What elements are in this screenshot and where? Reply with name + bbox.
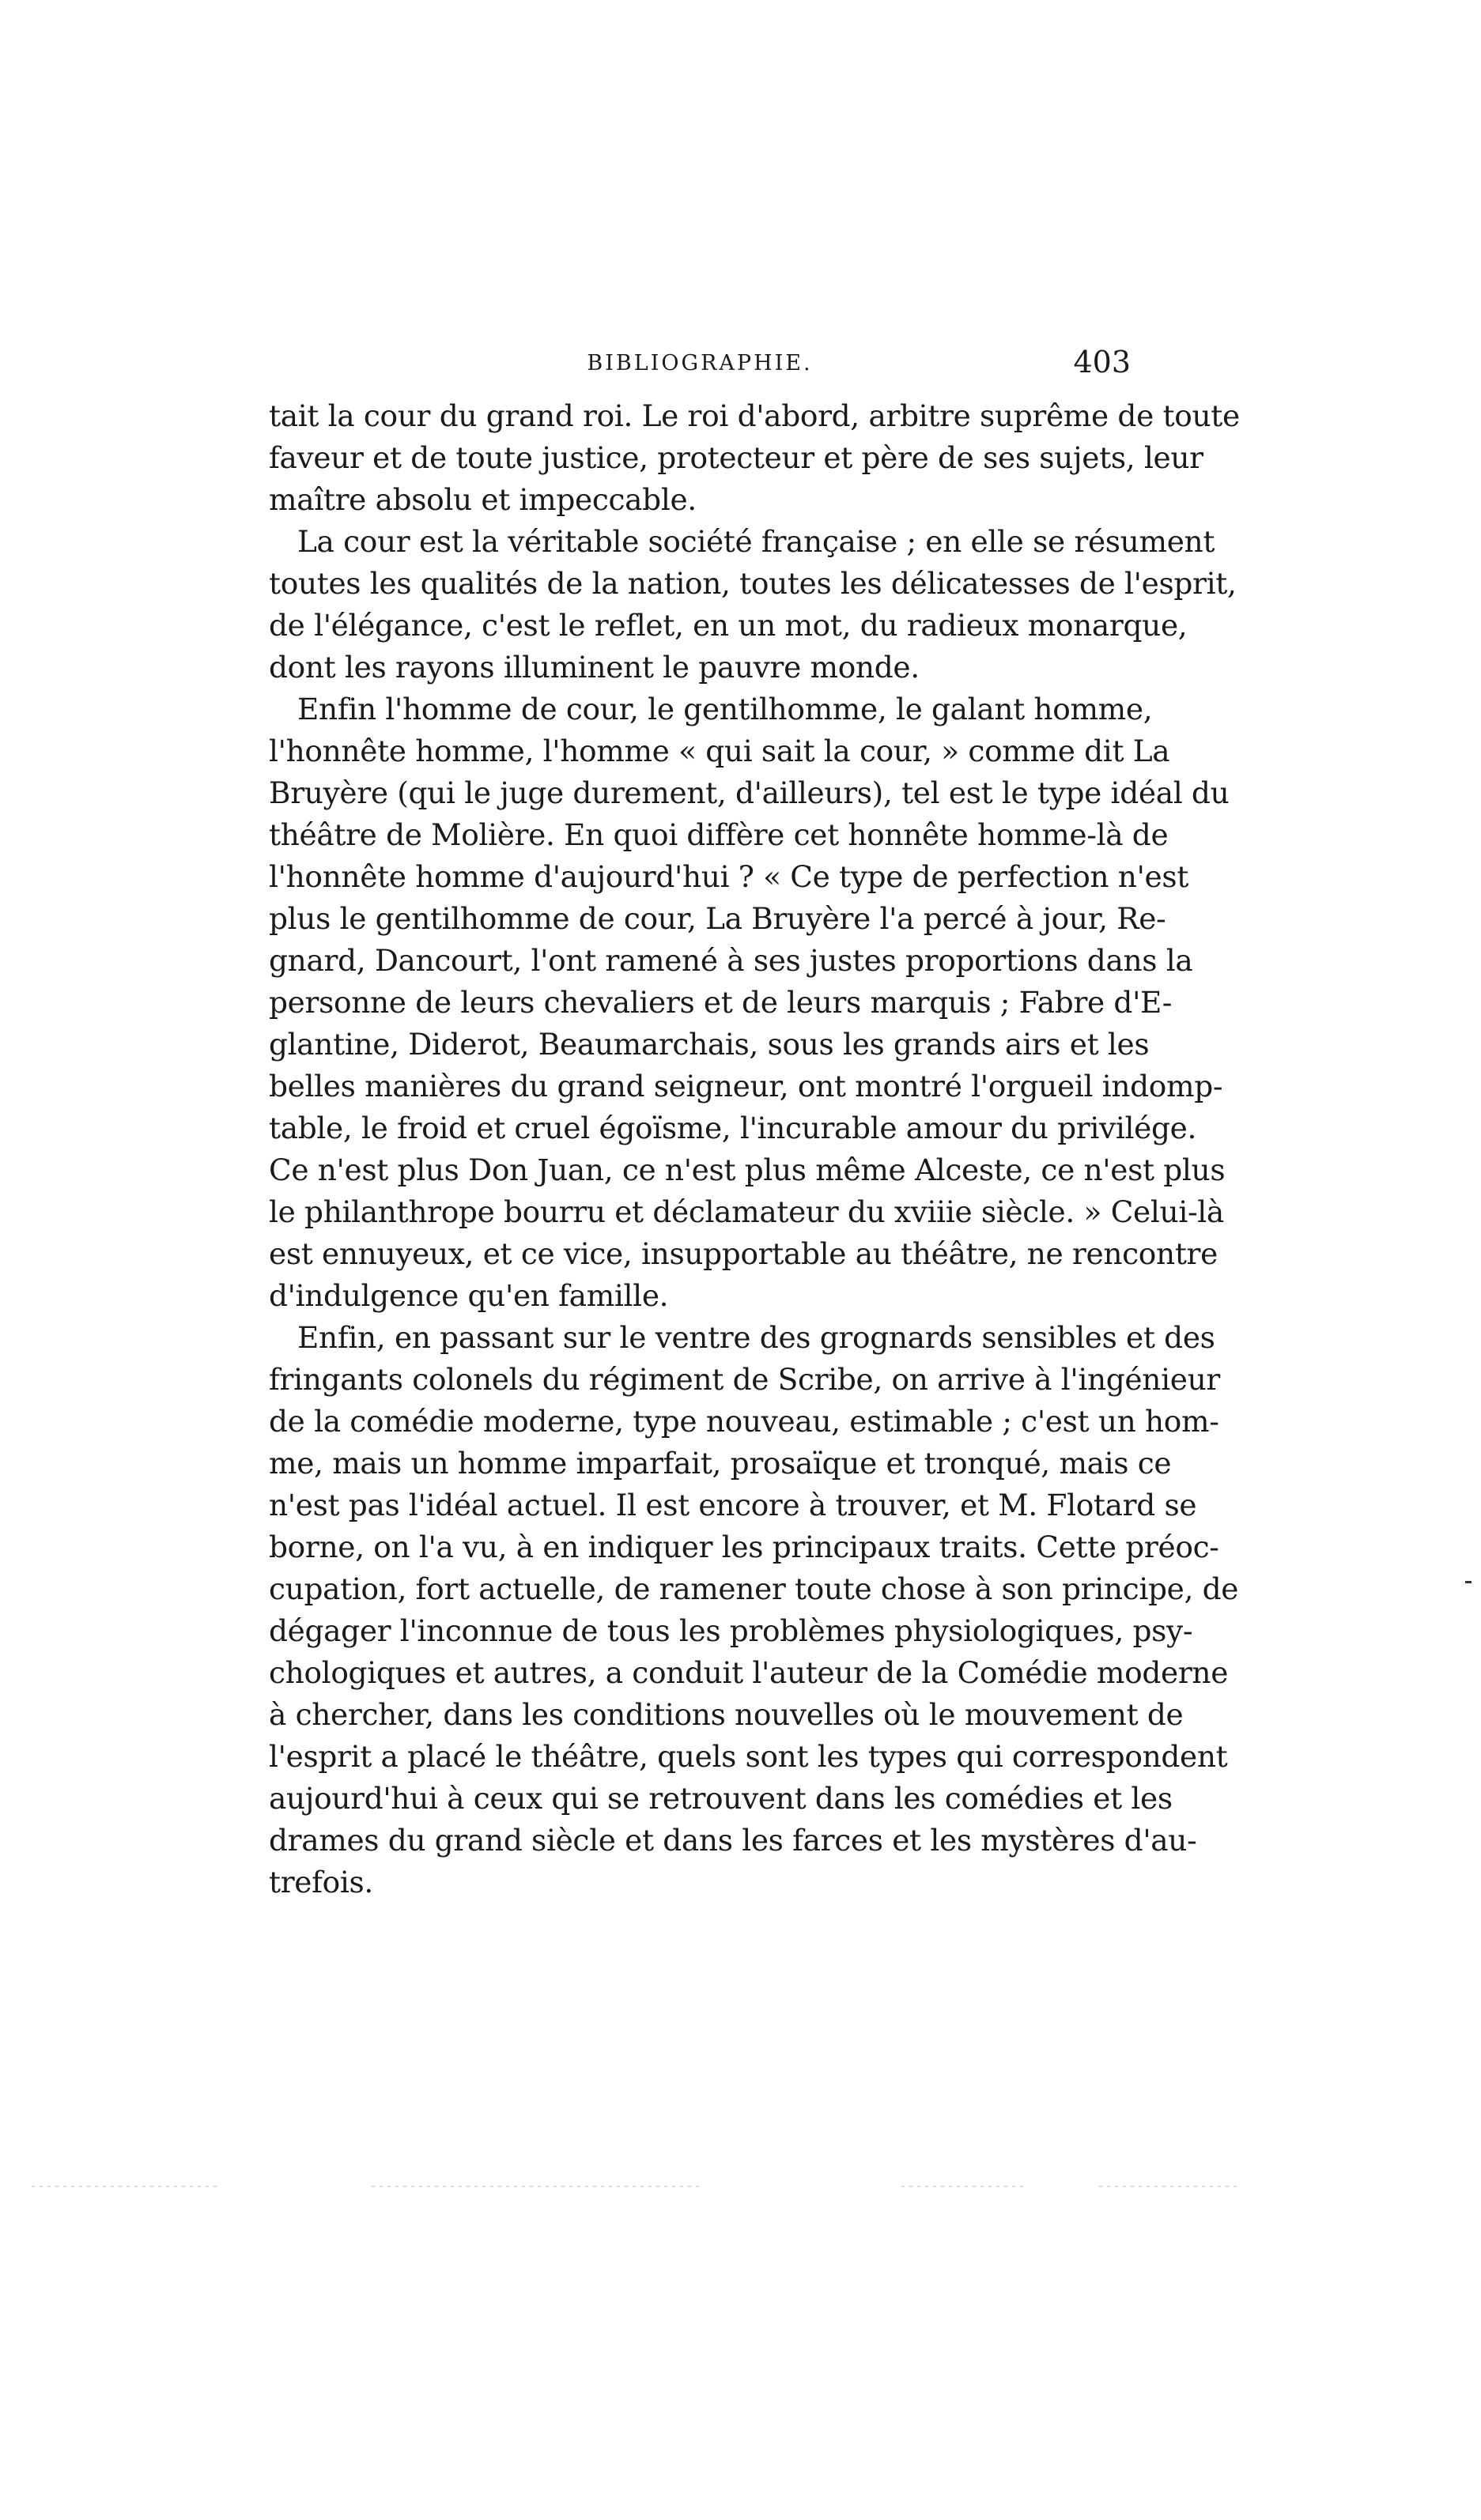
page-number: 403 <box>1073 345 1131 379</box>
text-line: trefois. <box>269 1865 374 1899</box>
text-line: plus le gentilhomme de cour, La Bruyère l'a percé à jour, Re- <box>269 901 1166 936</box>
text-line: aujourd'hui à ceux qui se retrouvent dans les comédies et les <box>269 1781 1173 1816</box>
text-line: faveur et de toute justice, protecteur et père de ses sujets, leur <box>269 440 1203 475</box>
text-line: Bruyère (qui le juge durement, d'ailleurs), tel est le type idéal du <box>269 775 1230 810</box>
paragraph-3 <box>269 688 1230 1317</box>
running-title: BIBLIOGRAPHIE. <box>587 351 813 375</box>
text-line: Ce n'est plus Don Juan, ce n'est plus même Alceste, ce n'est plus <box>269 1152 1226 1187</box>
text-line: dont les rayons illuminent le pauvre monde. <box>269 650 920 685</box>
text-line: gnard, Dancourt, l'ont ramené à ses justes proportions dans la <box>269 943 1193 978</box>
text-line: d'indulgence qu'en famille. <box>269 1278 669 1313</box>
text-line: le philanthrope bourru et déclamateur du xviiie siècle. » Celui-là <box>269 1194 1224 1229</box>
text-line: belles manières du grand seigneur, ont montré l'orgueil indomp- <box>269 1069 1223 1103</box>
book-page <box>269 340 1240 1903</box>
text-line: table, le froid et cruel égoïsme, l'incurable amour du privilége. <box>269 1111 1197 1145</box>
scan-noise <box>32 2186 221 2187</box>
paragraph-2 <box>269 521 1237 688</box>
text-line: La cour est la véritable société française ; en elle se résument <box>297 524 1215 559</box>
text-line: l'honnête homme d'aujourd'hui ? « Ce type de perfection n'est <box>269 859 1189 894</box>
text-line: dégager l'inconnue de tous les problèmes physiologiques, psy- <box>269 1613 1193 1648</box>
text-line: drames du grand siècle et dans les farces et les mystères d'au- <box>269 1823 1197 1858</box>
text-line: de l'élégance, c'est le reflet, en un mot, du radieux monarque, <box>269 608 1188 643</box>
text-line: est ennuyeux, et ce vice, insupportable au théâtre, ne rencontre <box>269 1236 1218 1271</box>
paragraph-4 <box>269 1317 1239 1903</box>
scan-noise <box>901 2186 1028 2187</box>
text-line: de la comédie moderne, type nouveau, estimable ; c'est un hom- <box>269 1404 1219 1439</box>
text-line: fringants colonels du régiment de Scribe, on arrive à l'ingénieur <box>269 1362 1220 1397</box>
text-line: l'honnête homme, l'homme « qui sait la cour, » comme dit La <box>269 734 1170 768</box>
running-head <box>269 340 1131 395</box>
text-line: Enfin l'homme de cour, le gentilhomme, le galant homme, <box>297 692 1153 726</box>
text-line: me, mais un homme imparfait, prosaïque et tronqué, mais ce <box>269 1446 1172 1481</box>
paragraph-1 <box>269 395 1240 521</box>
scan-noise <box>1099 2186 1241 2187</box>
text-line: à chercher, dans les conditions nouvelles où le mouvement de <box>269 1697 1184 1732</box>
text-line: chologiques et autres, a conduit l'auteur de la Comédie moderne <box>269 1655 1229 1690</box>
text-line: n'est pas l'idéal actuel. Il est encore à trouver, et M. Flotard se <box>269 1488 1197 1522</box>
text-line: personne de leurs chevaliers et de leurs marquis ; Fabre d'E- <box>269 985 1173 1020</box>
text-line: borne, on l'a vu, à en indiquer les principaux traits. Cette préoc- <box>269 1530 1219 1564</box>
margin-mark <box>1465 1581 1472 1583</box>
text-line: cupation, fort actuelle, de ramener toute chose à son principe, de <box>269 1571 1239 1606</box>
text-line: théâtre de Molière. En quoi diffère cet honnête homme-là de <box>269 817 1169 852</box>
text-line: tait la cour du grand roi. Le roi d'abord, arbitre suprême de toute <box>269 398 1240 433</box>
text-line: toutes les qualités de la nation, toutes les délicatesses de l'esprit, <box>269 566 1237 601</box>
text-line: l'esprit a placé le théâtre, quels sont les types qui correspondent <box>269 1739 1228 1774</box>
text-line: glantine, Diderot, Beaumarchais, sous les grands airs et les <box>269 1027 1150 1062</box>
scan-noise <box>372 2186 704 2187</box>
text-line: Enfin, en passant sur le ventre des grognards sensibles et des <box>297 1320 1215 1355</box>
text-line: maître absolu et impeccable. <box>269 482 697 517</box>
